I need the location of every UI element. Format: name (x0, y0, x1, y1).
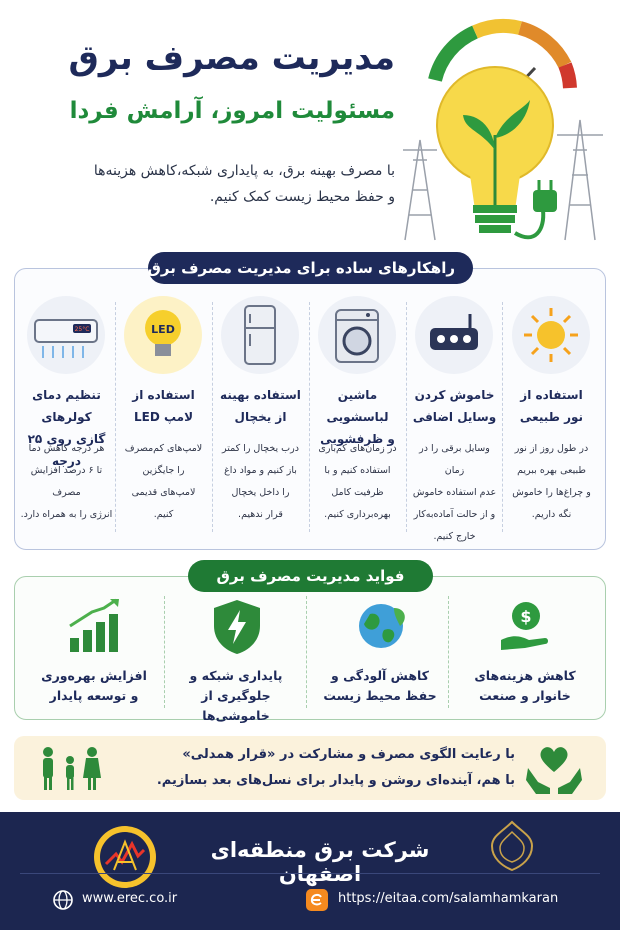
benefit-environment (310, 596, 450, 716)
benefit-title: کاهش هزینه‌های خانوار و صنعت (474, 668, 576, 703)
led-bulb-icon (124, 296, 202, 374)
divider (309, 302, 310, 532)
fridge-icon (221, 296, 299, 374)
tip-title: استفاده از لامپ LED (132, 388, 195, 424)
ornament-icon (488, 818, 536, 874)
tip-desc: وسایل برقی را در زمان عدم استفاده خاموش و از حالت آماده‌به‌کار خارج کنیم. (412, 443, 497, 542)
tip-desc: هر درجه کاهش دما تا ۶ درصد افزایش مصرف انرژی را به همراه دارد. (20, 443, 113, 520)
divider (115, 302, 116, 532)
family-icon (36, 744, 106, 794)
company-name: شرکت برق منطقه‌ای اصفهان (210, 838, 430, 886)
washing-machine-icon (318, 296, 396, 374)
tip-title: ماشین لباسشویی و ظرفشویی (320, 388, 395, 446)
quote-line-1: با رعایت الگوی مصرف و مشارکت در «قرار همدلی» (182, 747, 515, 762)
benefit-productivity (24, 596, 164, 716)
benefit-grid-stability (166, 596, 306, 723)
divider (164, 596, 165, 708)
tip-card-washing-machine (309, 292, 406, 542)
tip-card-fridge (212, 292, 309, 542)
tip-title: استفاده از نور طبیعی (519, 388, 584, 424)
website-link[interactable]: www.erec.co.ir (82, 891, 178, 906)
tips-grid (18, 292, 602, 550)
tip-title: تنظیم دمای کولرهای گازی روی ۲۵ درجه (27, 388, 106, 468)
divider (212, 302, 213, 532)
air-conditioner-icon (27, 296, 105, 374)
quote-text (125, 742, 515, 794)
globe-leaf-icon (350, 596, 412, 658)
page-subtitle: مسئولیت امروز، آرامش فردا (69, 98, 395, 124)
sun-icon (512, 296, 590, 374)
power-strip-icon (415, 296, 493, 374)
tip-title: استفاده بهینه از یخچال (220, 388, 301, 424)
tip-title: خاموش کردن وسایل اضافی (412, 388, 497, 424)
company-logo-icon (92, 824, 158, 890)
tip-desc: لامپ‌های کم‌مصرف را جایگزین لامپ‌های قدیمی کنیم. (124, 443, 203, 520)
divider (406, 302, 407, 532)
benefit-cost (455, 596, 595, 716)
svg-text:$: $ (520, 607, 532, 626)
intro-line-2: و حفظ محیط زیست کمک کنیم. (209, 189, 395, 205)
tip-card-led (115, 292, 212, 542)
globe-icon (52, 889, 74, 911)
quote-line-2: با هم، آینده‌ای روشن و پایدار برای نسل‌های بعد بسازیم. (156, 773, 515, 788)
intro-text (15, 158, 395, 210)
ac-temp-label: 25°C (74, 326, 90, 333)
benefits-heading: فواید مدیریت مصرف برق (188, 560, 433, 592)
growth-chart-icon (64, 596, 126, 658)
tip-desc: در طول روز از نور طبیعی بهره ببریم و چراغ‌ها را خاموش نگه داریم. (512, 443, 591, 520)
tip-desc: در زمان‌های کم‌باری استفاده کنیم و با ظرفیت کامل بهره‌برداری کنیم. (318, 443, 397, 520)
led-label: LED (151, 323, 175, 336)
benefit-title: افزایش بهره‌وری و توسعه پایدار (41, 668, 147, 703)
divider (306, 596, 307, 708)
tip-card-turn-off-devices (406, 292, 503, 542)
money-hand-icon (495, 596, 557, 658)
benefit-title: پایداری شبکه و جلوگیری از خاموشی‌ها (189, 668, 283, 723)
tips-heading: راهکارهای ساده برای مدیریت مصرف برق (148, 252, 473, 284)
heart-hands-icon (524, 742, 584, 796)
eitaa-icon (306, 889, 328, 911)
benefit-title: کاهش آلودگی و حفظ محیط زیست (323, 668, 437, 703)
bulb-gauge-illustration (385, 10, 615, 250)
tip-desc: درب یخچال را کمتر باز کنیم و مواد داغ را داخل یخچال قرار ندهیم. (222, 443, 299, 520)
eitaa-link[interactable]: https://eitaa.com/salamhamkaran (338, 891, 559, 906)
shield-bolt-icon (206, 596, 268, 658)
footer-divider (20, 873, 600, 874)
page-title: مدیریت مصرف برق (68, 38, 395, 78)
intro-line-1: با مصرف بهینه برق، به پایداری شبکه،کاهش هزینه‌ها (93, 163, 395, 179)
tip-card-air-conditioner (18, 292, 115, 542)
tip-card-natural-light (503, 292, 600, 542)
